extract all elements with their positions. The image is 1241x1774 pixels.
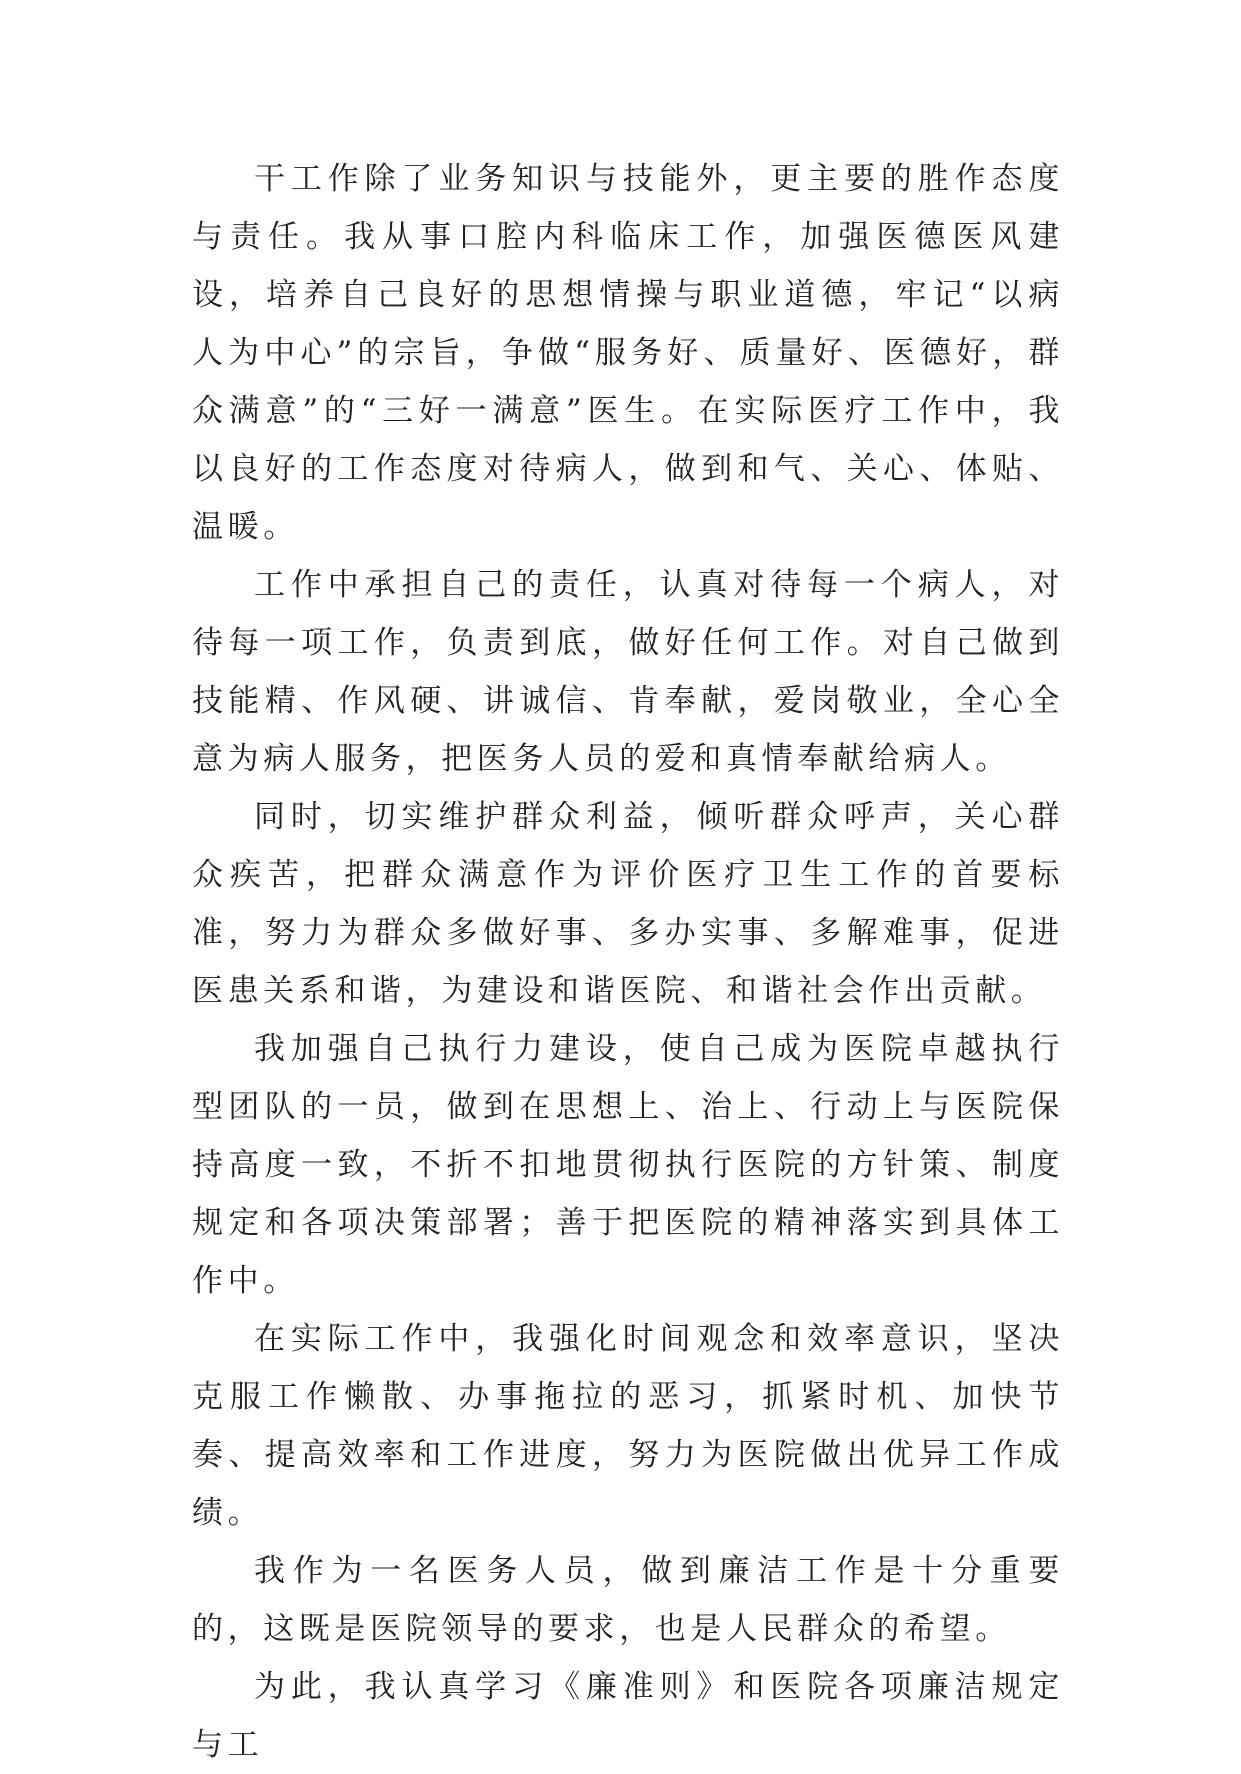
paragraph-1: 干工作除了业务知识与技能外，更主要的胜作态度与责任。我从事口腔内科临床工作，加强医德医风建设，培养自己良好的思想情操与职业道德，牢记“以病人为中心”的宗旨，争做“服务好、质量好、医德好，群众满意”的“三好一满意”医生。在实际医疗工作中，我以良好的工作态度对待病人，做到和气、关心、体贴、温暖。 — [192, 161, 1064, 545]
paragraph-6: 我作为一名医务人员，做到廉洁工作是十分重要的，这既是医院领导的要求，也是人民群众的希望。 — [192, 1553, 1064, 1647]
paragraph-2: 工作中承担自己的责任，认真对待每一个病人，对待每一项工作，负责到底，做好任何工作。对自己做到技能精、作风硬、讲诚信、肯奉献，爱岗敬业，全心全意为病人服务，把医务人员的爱和真情奉献给病人。 — [192, 567, 1064, 777]
paragraph-3: 同时，切实维护群众利益，倾听群众呼声，关心群众疾苦，把群众满意作为评价医疗卫生工作的首要标准，努力为群众多做好事、多办实事、多解难事，促进医患关系和谐，为建设和谐医院、和谐社会作出贡献。 — [192, 799, 1064, 1009]
document-body — [192, 150, 1064, 1774]
paragraph-7: 为此，我认真学习《廉准则》和医院各项廉洁规定与工 — [192, 1669, 1064, 1763]
paragraph-5: 在实际工作中，我强化时间观念和效率意识，坚决克服工作懒散、办事拖拉的恶习，抓紧时机、加快节奏、提高效率和工作进度，努力为医院做出优异工作成绩。 — [192, 1321, 1064, 1531]
paragraph-4: 我加强自己执行力建设，使自己成为医院卓越执行型团队的一员，做到在思想上、治上、行动上与医院保持高度一致，不折不扣地贯彻执行医院的方针策、制度规定和各项决策部署；善于把医院的精神落实到具体工作中。 — [192, 1031, 1064, 1299]
